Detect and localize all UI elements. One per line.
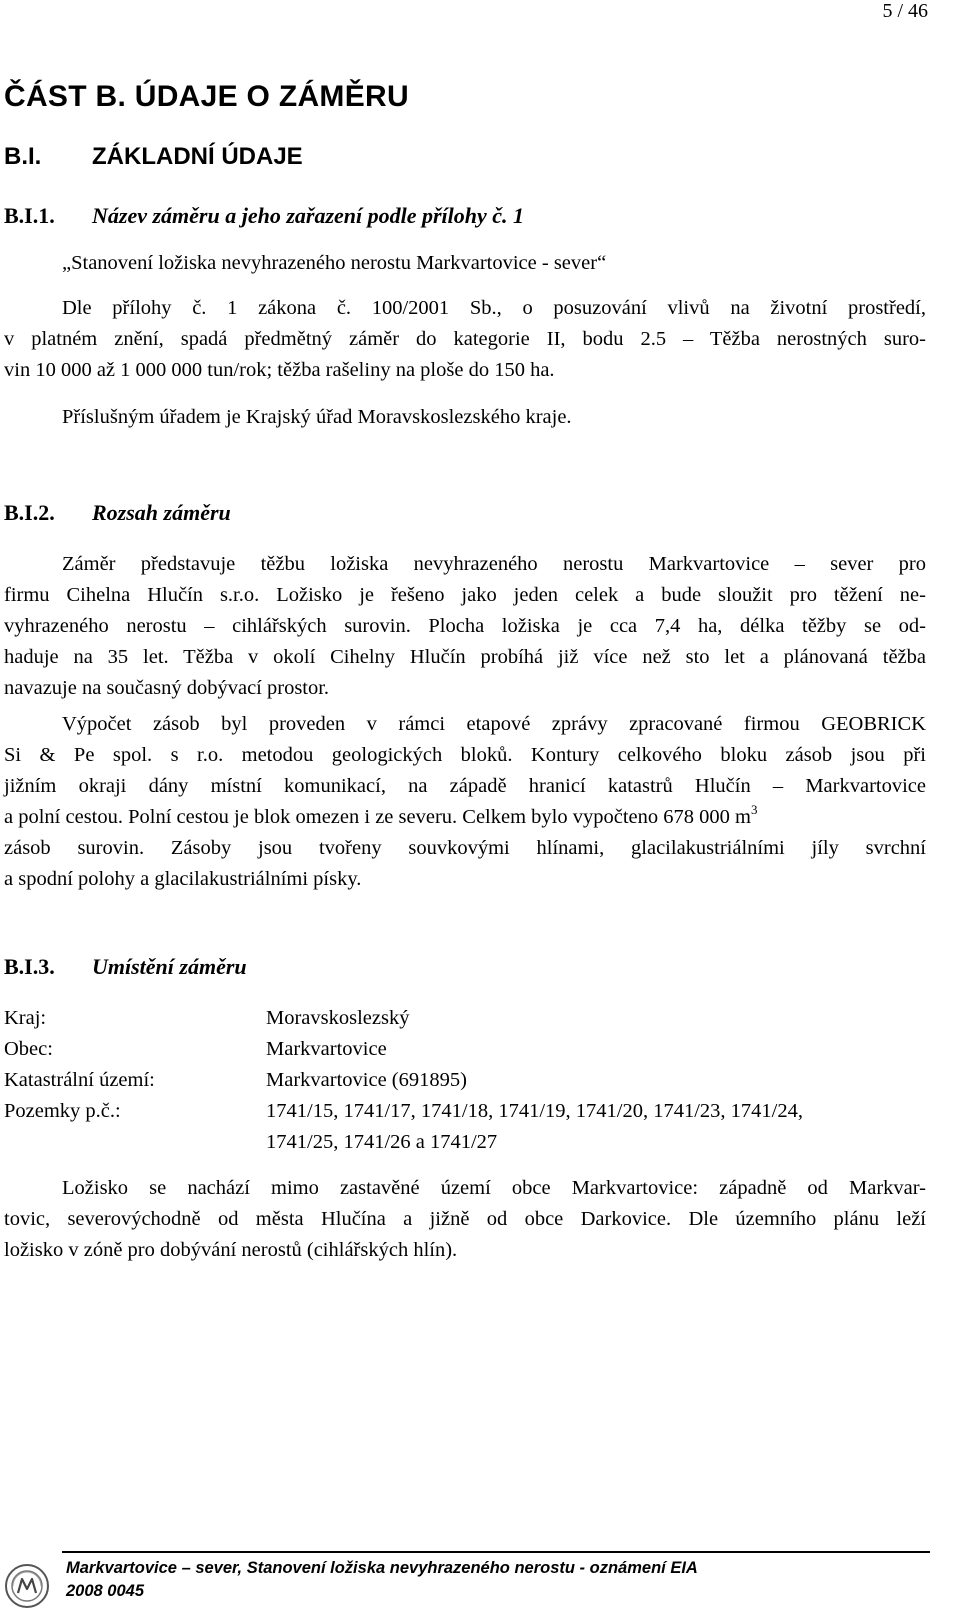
footer-code: 2008 0045	[66, 1582, 144, 1600]
text-line: firmu Cihelna Hlučín s.r.o. Ložisko je řešeno jako jeden celek a bude sloužit pro těžení ne-	[4, 584, 926, 606]
text-line: vin 10 000 až 1 000 000 tun/rok; těžba rašeliny na ploše do 150 ha.	[4, 359, 555, 381]
location-label: Katastrální území:	[4, 1069, 155, 1091]
subsection-number: B.I.3.	[4, 954, 55, 979]
subsection-heading-3	[4, 954, 247, 980]
location-table	[4, 1003, 934, 1158]
footer-title: Markvartovice – sever, Stanovení ložiska nevyhrazeného nerostu - oznámení EIA	[66, 1559, 698, 1577]
page-number: 5 / 46	[882, 0, 928, 22]
paragraph-authority: Příslušným úřadem je Krajský úřad Moravskoslezského kraje.	[62, 406, 572, 428]
text-line: tovic, severovýchodně od města Hlučína a jižně od obce Darkovice. Dle územního plánu leží	[4, 1208, 926, 1230]
text-line: a spodní polohy a glacilakustriálními písky.	[4, 868, 362, 890]
text-line: zásob surovin. Zásoby jsou tvořeny souvkovými hlínami, glacilakustriálními jíly svrchní	[4, 837, 926, 859]
text-line: navazuje na současný dobývací prostor.	[4, 677, 330, 699]
paragraph-location	[4, 1173, 926, 1266]
paragraph-reserves	[4, 709, 926, 895]
text-line: Dle přílohy č. 1 zákona č. 100/2001 Sb., o posuzování vlivů na životní prostředí,	[62, 297, 926, 319]
section-title: ZÁKLADNÍ ÚDAJE	[92, 143, 303, 170]
paragraph-classification	[4, 293, 926, 386]
location-value: Markvartovice	[266, 1038, 387, 1060]
subsection-title: Název záměru a jeho zařazení podle přílohy č. 1	[92, 203, 525, 228]
section-heading	[4, 143, 303, 171]
company-logo-icon	[4, 1563, 50, 1609]
subsection-number: B.I.2.	[4, 500, 55, 525]
location-value: Moravskoslezský	[266, 1007, 410, 1029]
text-line: Výpočet zásob byl proveden v rámci etapové zprávy zpracované firmou GEOBRICK	[62, 713, 926, 735]
subsection-heading-1	[4, 203, 524, 229]
location-row-cadastral	[4, 1065, 934, 1096]
subsection-heading-2	[4, 500, 231, 526]
footer-text	[66, 1557, 698, 1603]
location-label: Kraj:	[4, 1007, 47, 1029]
part-title: ČÁST B. ÚDAJE O ZÁMĚRU	[4, 80, 409, 113]
location-label: Pozemky p.č.:	[4, 1100, 121, 1122]
subsection-title: Rozsah záměru	[92, 500, 231, 525]
text-segment: a polní cestou. Polní cestou je blok omezen i ze severu. Celkem bylo vypočteno 678 000 m	[4, 806, 751, 828]
location-value: 1741/25, 1741/26 a 1741/27	[266, 1131, 498, 1153]
location-row-parcels-cont	[4, 1127, 934, 1158]
location-row-region	[4, 1003, 934, 1034]
superscript: 3	[750, 802, 758, 817]
location-label	[4, 1127, 266, 1158]
text-line: ložisko v zóně pro dobývání nerostů (cihlářských hlín).	[4, 1239, 458, 1261]
text-line: Záměr představuje těžbu ložiska nevyhrazeného nerostu Markvartovice – sever pro	[62, 553, 926, 575]
text-line: jižním okraji dány místní komunikací, na západě hranicí katastrů Hlučín – Markvartovice	[4, 775, 926, 797]
location-value: 1741/15, 1741/17, 1741/18, 1741/19, 1741/20, 1741/23, 1741/24,	[266, 1100, 803, 1122]
location-row-parcels	[4, 1096, 934, 1127]
project-name: „Stanovení ložiska nevyhrazeného nerostu Markvartovice - sever“	[62, 252, 607, 274]
location-value: Markvartovice (691895)	[266, 1069, 467, 1091]
text-line: Si & Pe spol. s r.o. metodou geologických bloků. Kontury celkového bloku zásob jsou při	[4, 744, 926, 766]
location-label: Obec:	[4, 1038, 53, 1060]
footer-rule	[62, 1551, 930, 1553]
subsection-title: Umístění záměru	[92, 954, 247, 979]
text-line: v platném znění, spadá předmětný záměr do kategorie II, bodu 2.5 – Těžba nerostných suro-	[4, 328, 926, 350]
text-line: Ložisko se nachází mimo zastavěné území obce Markvartovice: západně od Markvar-	[62, 1177, 926, 1199]
text-line	[4, 802, 926, 833]
subsection-number: B.I.1.	[4, 203, 55, 228]
section-number: B.I.	[4, 143, 42, 170]
text-line: haduje na 35 let. Těžba v okolí Cihelny Hlučín probíhá již více než sto let a plánovaná těžba	[4, 646, 926, 668]
text-line: vyhrazeného nerostu – cihlářských surovin. Plocha ložiska je cca 7,4 ha, délka těžby se od-	[4, 615, 926, 637]
location-row-municipality	[4, 1034, 934, 1065]
paragraph-scope	[4, 549, 926, 704]
